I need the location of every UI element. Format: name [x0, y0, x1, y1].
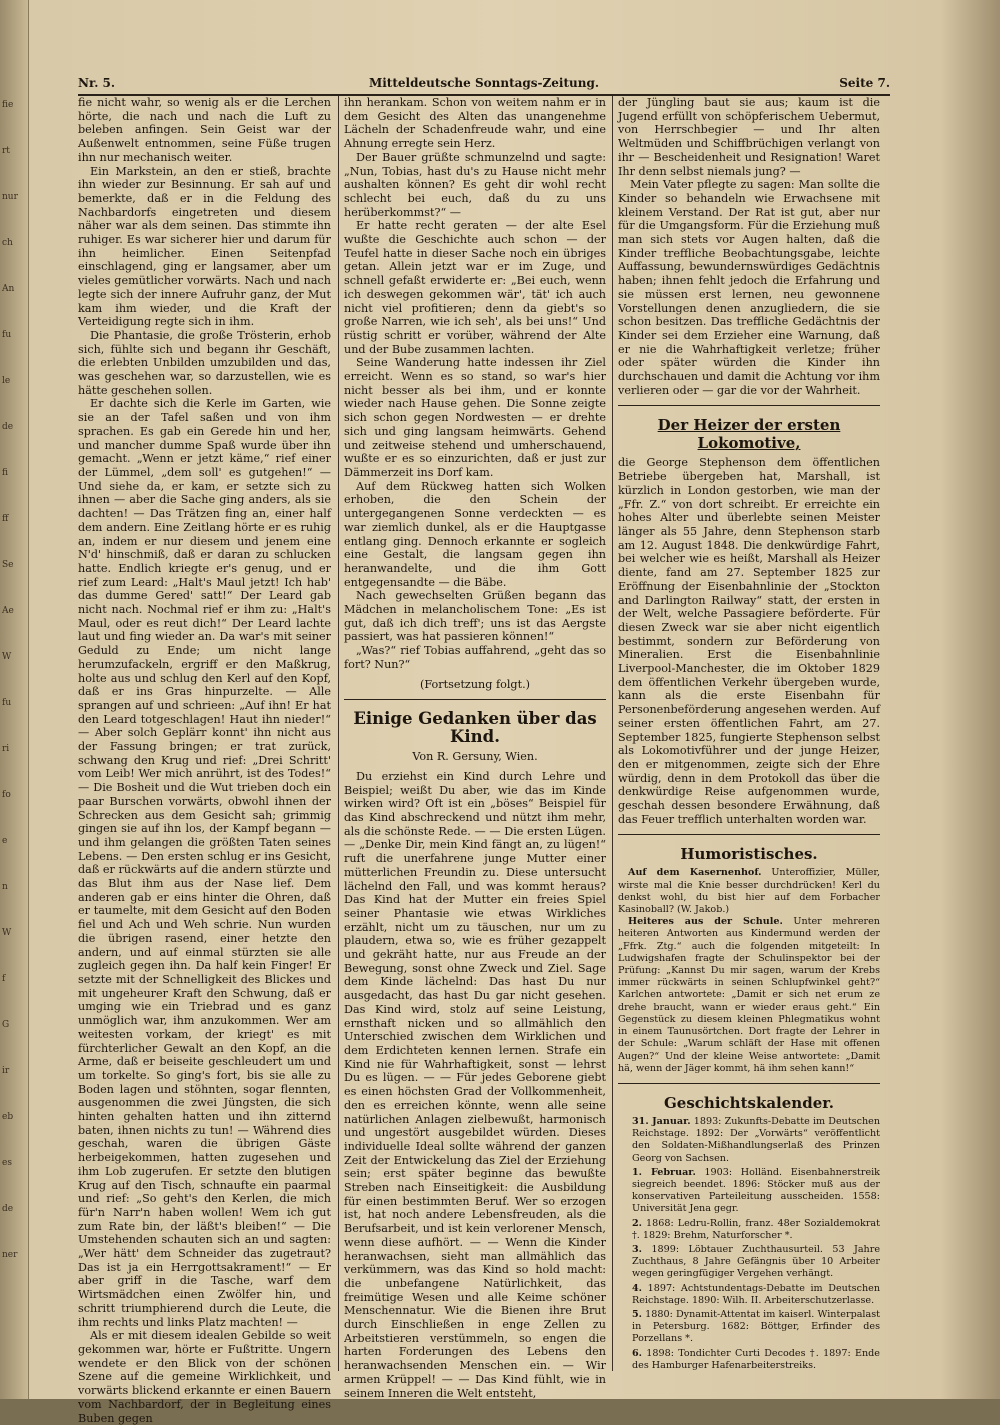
edge-text-fragment: es — [2, 1158, 12, 1168]
kalender-date: 4. — [632, 1282, 643, 1294]
article-title: Einige Gedanken über das Kind. — [353, 709, 597, 747]
newspaper-title: Mitteldeutsche Sonntags-Zeitung. — [368, 76, 600, 90]
kalender-entry — [618, 1309, 880, 1346]
edge-text-fragment: eb — [2, 1112, 14, 1122]
heizer-text: die George Stephenson dem öffentlichen Betriebe übergeben hat, Marshall, ist kürzlich in London gestorben, wie man der „Ffr. Z.“ von dort schreibt. Er erreichte ein hohes Alter und überlebte seinen Meister länger als 55 Jahre, denn Stephenson starb am 12. August 1848. Die denkwürdige Fahrt, bei welcher wie es heißt, Marshall als Heizer diente, fand am 27. September 1825 zur Eröffnung der Eisenbahnlinie der „Stockton and Darlington Railway“ statt, der ersten in der Welt, welche Passagiere beförderte. Für diesen Zweck war sie aber nicht eigentlich bestimmt, sondern zur Beförderung von Mineralien. Erst die Eisenbahnlinie Liverpool-Manchester, die im Oktober 1829 dem öffentlichen Verkehr übergeben wurde, kann als die erste Eisenbahn für Personenbeförderung angesehen werden. Auf seiner ersten öffentlichen Fahrt, am 27. September 1825, fungierte Stephenson selbst als Lokomotivführer und der junge Heizer, den er mitgenommen, zeigte sich der Ehre würdig, denn in dem Protokoll das über die denkwürdige Reise aufgenommen wurde, geschah dessen besondere Erwähnung, daß das Feuer trefflich unterhalten worden war. — [618, 456, 880, 826]
edge-text-fragment: W — [2, 652, 12, 662]
story-paragraph: Ein Markstein, an den er stieß, brachte ihn wieder zur Besinnung. Er sah auf und bemerkte, daß er in die Feldung des Nachbardorfs eingetreten und diesem näher war als dem seinen. Das stimmte ihn ruhiger. Es war sicherer hier und darum für ihn heimlicher. Einen Seitenpfad einschlagend, ging er langsamer, aber um vieles gemütlicher vorwärts. Nach und nach legte sich der innere Aufruhr ganz, der Mut kam ihm wieder, und die Kraft der Verteidigung regte sich in ihm. — [78, 164, 331, 329]
edge-text-fragment: ff — [2, 514, 9, 524]
humor-item-head: Heiteres aus der Schule. — [628, 916, 783, 928]
edge-text-fragment: fu — [2, 698, 12, 708]
section-divider — [344, 699, 606, 700]
edge-text-fragment: fie — [2, 100, 14, 110]
story-paragraph: fie nicht wahr, so wenig als er die Lerchen hörte, die nach und nach die Luft zu beleben anfingen. Sein Geist war der Außenwelt entnommen, seine Füße trugen ihn nur mechanisch weiter. — [78, 96, 331, 164]
kalender-text: 1880: Dynamit-Attentat im kaiserl. Winterpalast in Petersburg. 1682: Böttger, Erfinder des Porzellans *. — [632, 1308, 880, 1345]
kalender-date: 1. Februar. — [632, 1166, 696, 1178]
kalender-date: 2. — [632, 1217, 643, 1229]
kalender-entry — [618, 1116, 880, 1165]
edge-text-fragment: W — [2, 928, 12, 938]
edge-text-fragment: le — [2, 376, 11, 386]
article-paragraph: Mein Vater pflegte zu sagen: Man sollte die Kinder so behandeln wie Erwachsene mit kleinem Verstand. Der Rat ist gut, aber nur für die Umgangsform. Für die Erziehung muß man sich stets vor Augen halten, daß die Kinder treffliche Beobachtungsgabe, leichte Auffassung, bewundernswürdiges Gedächtnis haben; ihnen fehlt jedoch die Erfahrung und sie müssen erst lernen, neu gewonnene Vorstellungen denen anzugliedern, die sie schon besitzen. Das treffliche Gedächtnis der Kinder sei dem Erzieher eine Warnung, daß er nie die Wahrhaftigkeit verletze; früher oder später würden die Kinder ihn durchschauen und damit die Achtung vor ihm verlieren oder — gar die vor der Wahrheit. — [618, 178, 880, 397]
article-paragraph: der Jüngling baut sie aus; kaum ist die Jugend erfüllt von schöpferischem Uebermut, von Herrschbegier — und Ihr alten Weltmüden und Schiffbrüchigen verlangt von ihr — Bescheidenheit und Resignation! Waret Ihr denn selbst niemals jung? — — [618, 96, 880, 178]
column-2 — [344, 96, 606, 1400]
edge-text-fragment: fu — [2, 330, 12, 340]
story-paragraph: Der Bauer grüßte schmunzelnd und sagte: „Nun, Tobias, hast du's zu Hause nicht mehr aushalten können? Es geht dir wohl recht schlecht bei euch, daß du zu uns herüberkommst?“ — — [344, 150, 606, 219]
edge-text-fragment: An — [2, 284, 15, 294]
kalender-date: 3. — [632, 1243, 643, 1255]
story-paragraph: Seine Wanderung hatte indessen ihr Ziel erreicht. Wenn es so stand, so war's hier nicht besser als bei ihm, und er konnte wieder nach Hause gehen. Die Sonne zeigte sich schon gegen Nordwesten — er drehte sich und ging langsam heimwärts. Gehend und zeitweise stehend und umherschauend, wußte er es so einzurichten, daß er just zur Dämmerzeit ins Dorf kam. — [344, 356, 606, 479]
story-paragraph: Die Phantasie, die große Trösterin, erhob sich, fühlte sich und begann ihr Geschäft, die erlebten Unbilden umzubilden und das, was geschehen war, so darzustellen, wie es hätte geschehen sollen. — [78, 328, 331, 397]
kalender-entry — [618, 1348, 880, 1372]
kalender-text: 1899: Löbtauer Zuchthausurteil. 53 Jahre Zuchthaus, 8 Jahre Gefängnis über 10 Arbeiter wegen geringfügiger Vergehen verhängt. — [632, 1243, 880, 1280]
edge-text-fragment: n — [2, 882, 8, 892]
humor-title: Humoristisches. — [680, 845, 818, 864]
humor-item-head: Auf dem Kasernenhof. — [628, 867, 762, 879]
issue-number: Nr. 5. — [78, 76, 116, 90]
edge-text-fragment: f — [2, 974, 6, 984]
story-paragraph: Als er mit diesem idealen Gebilde so weit gekommen war, hörte er Fußtritte. Ungern wendete er den Blick von der schönen Szene auf die gemeine Wirklichkeit, und vorwärts blickend erkannte er einen Bauern vom Nachbardorf, der in Begleitung eines Buben gegen — [78, 1329, 331, 1425]
humor-item — [618, 867, 880, 916]
section-divider — [618, 834, 880, 835]
column-3 — [618, 96, 880, 1371]
edge-text-fragment: ner — [2, 1250, 18, 1260]
edge-text-fragment: ri — [2, 744, 10, 754]
kalender-entry — [618, 1244, 880, 1281]
edge-text-fragment: ch — [2, 238, 13, 248]
article-paragraph: Du erziehst ein Kind durch Lehre und Beispiel; weißt Du aber, wie das im Kinde wirken wird? Oft ist ein „böses“ Beispiel für das Kind abschreckend und nützt ihm mehr, als die schönste Rede. — — Die ersten Lügen. — „Denke Dir, mein Kind fängt an, zu lügen!“ ruft die unerfahrene junge Mutter einer mütterlichen Freundin zu. Diese untersucht lächelnd den Fall, und was kommt heraus? Das Kind hat der Mutter ein freies Spiel seiner Phantasie wie etwas Wirkliches erzählt, nicht um zu täuschen, nur um zu plaudern, etwa so, wie es früher gezappelt und gekräht hatte, nur aus Freude an der Bewegung, sonst ohne Zweck und Ziel. Sage dem Kinde lächelnd: Das hast Du nur ausgedacht, das hast Du gar nicht gesehen. Das Kind wird, stolz auf seine Leistung, ernsthaft nicken und so allmählich den Unterschied zwischen dem Wirklichen und dem Erdichteten kennen lernen. Strafe ein Kind nie für Wahrhaftigkeit, sonst — lehrst Du es lügen. — — Für jedes Geborene giebt es einen höchsten Grad der Vollkommenheit, den es erreichen könnte, wenn alle seine natürlichen Anlagen zielbewußt, harmonisch und ungestört ausgebildet würden. Dieses individuelle Ideal sollte während der ganzen Zeit der Entwickelung das Ziel der Erziehung sein; erst später beginne das bewußte Streben nach Einseitigkeit: die Ausbildung für einen bestimmten Beruf. Wer so erzogen ist, hat noch andere Lebensfreuden, als die Berufsarbeit, und ist kein verlorener Mensch, wenn diese aufhört. — — Wenn die Kinder heranwachsen, sieht man allmählich das verkümmern, was das Kind so hold macht: die unbefangene Natürlichkeit, das freimütige Wesen und alle Keime schöner Menschennatur. Wie die Bienen ihre Brut durch Einschließen in enge Zellen zu Arbeitstieren verstümmeln, so engen die harten Forderungen des Lebens den heranwachsenden Menschen ein. — Wir armen Krüppel! — — Das Kind fühlt, wie in seinem Inneren die Welt entsteht, — [344, 769, 606, 1400]
kalender-entry — [618, 1218, 880, 1242]
story-paragraph: Er dachte sich die Kerle im Garten, wie sie an der Tafel saßen und von ihm sprachen. Es gab ein Gerede hin und her, und mancher dumme Spaß wurde über ihn gemacht. „Wenn er jetzt käme,“ rief einer der Lümmel, „dem soll' es gutgehen!“ — Und siehe da, er kam, er setzte sich zu ihnen — aber die Sache ging anders, als sie dachten! — Das Trätzen fing an, einer half dem andern. Eine Zeitlang hörte er es ruhig an, indem er nur diesem und jenem eine N'd' hinschmiß, daß er daran zu schlucken hatte. Endlich kriegte er's genug, und er rief zum Leard: „Halt's Maul jetzt! Ich hab' das dumme Gered' satt!“ Der Leard gab nicht nach. Nochmal rief er ihm zu: „Halt's Maul, oder es reut dich!“ Der Leard lachte laut und fing wieder an. Da war's mit seiner Geduld zu Ende; um nicht lange herumzufackeln, ergriff er den Maßkrug, holte aus und schlug den Kerl auf den Kopf, daß er ins Gras hinpurzelte. — Alle sprangen auf und schrieen: „Auf ihn! Er hat den Leard totgeschlagen! Haut ihn nieder!“ — Aber solch Geplärr konnt' ihn nicht aus der Fassung bringen; er trat zurück, schwang den Krug und rief: „Drei Schritt' vom Leib! Wer mich anrührt, ist des Todes!“ — Die Bosheit und die Wut trieben doch ein paar Burschen vorwärts, obwohl ihnen der Schrecken aus dem Gesicht sah; grimmig gingen sie auf ihn los, der Kampf begann — und ihm gelangen die größten Taten seines Lebens. — Den ersten schlug er ins Gesicht, daß er rückwärts auf die andern stürzte und das Blut ihm aus der Nase lief. Dem anderen gab er eins hinter die Ohren, daß er taumelte, mit dem Gesicht auf den Boden fiel und Ach und Weh schrie. Nun wurden die übrigen rasend, einer hetzte den andern, und auf einmal stürzten sie alle zugleich gegen ihn. Da half kein Finger! Er setzte mit der Schnelligkeit des Blickes und mit ungeheurer Kraft den Schwung, daß er umging wie ein Triebrad und es ganz unmöglich war, ihm anzukommen. Wer am weitesten vorkam, der kriegt' es mit fürchterlicher Gewalt an den Kopf, an die Arme, daß er beiseite geschleudert um und um torkelte. So ging's fort, bis sie alle zu Boden lagen und stöhnten, sogar flennten, ausgenommen die zwei Jüngsten, die sich hinten gehalten hatten und ihn zitternd baten, ihnen nichts zu tun! — Während dies geschah, waren die übrigen Gäste herbeigekommen, hatten zugesehen und ihm Lob zugerufen. Er setzte den blutigen Krug auf den Tisch, schnaufte ein paarmal und rief: „So geht's den Kerlen, die mich für'n Narr'n haben wollen! Wem ich gut zum Rate bin, der läßt's bleiben!“ — Die Umstehenden schauten sich an und sagten: „Wer hätt' dem Schneider das zugetraut? Das ist ja ein Herrgottsakrament!“ — Er aber griff in die Tasche, warf dem Wirtsmädchen einen Zwölfer hin, und schritt triumphierend durch die Leute, die ihm rechts und links Platz machten! — — [78, 397, 331, 1329]
edge-text-fragment: fo — [2, 790, 11, 800]
kalender-text: 1898: Tondichter Curti Decodes †. 1897: Ende des Hamburger Hafenarbeiterstreiks. — [632, 1347, 880, 1371]
edge-text-fragment: G — [2, 1020, 10, 1030]
story-paragraph: „Was?“ rief Tobias auffahrend, „geht das so fort? Nun?“ — [344, 644, 606, 671]
kalender-section — [618, 1116, 880, 1372]
kalender-date: 5. — [632, 1308, 643, 1320]
kalender-title: Geschichtskalender. — [664, 1093, 834, 1112]
kalender-date: 31. Januar. — [632, 1115, 691, 1127]
kalender-date: 6. — [632, 1347, 643, 1359]
continuation-note: (Fortsetzung folgt.) — [419, 677, 530, 691]
edge-text-fragment: ir — [2, 1066, 10, 1076]
humor-item — [618, 916, 880, 1075]
section-divider — [618, 1083, 880, 1084]
column-rule — [338, 96, 339, 1371]
edge-text-fragment: rt — [2, 146, 10, 156]
story-paragraph: Auf dem Rückweg hatten sich Wolken erhoben, die den Schein der untergegangenen Sonne verdeckten — es war ziemlich dunkel, als er die Hauptgasse entlang ging. Dennoch erkannte er sogleich eine Gestalt, die langsam gegen ihn heranwandelte, und die ihm Gott entgegensandte — die Bäbe. — [344, 479, 606, 589]
kalender-entry — [618, 1167, 880, 1216]
humor-section — [618, 867, 880, 1074]
story-paragraph: ihn herankam. Schon von weitem nahm er in dem Gesicht des Alten das unangenehme Lächeln der Schadenfreude wahr, und eine Ahnung erregte sein Herz. — [344, 96, 606, 151]
edge-text-fragment: Se — [2, 560, 14, 570]
adjacent-page-edge — [0, 0, 29, 1399]
kalender-text: 1893: Zukunfts-Debatte im Deutschen Reichstage. 1892: Der „Vorwärts“ veröffentlicht den Soldaten-Mißhandlungserlaß des Prinzen Georg von Sachsen. — [632, 1115, 881, 1164]
kalender-entry — [618, 1283, 880, 1307]
edge-text-fragment: e — [2, 836, 8, 846]
edge-text-fragment: de — [2, 422, 14, 432]
kalender-text: 1868: Ledru-Rollin, franz. 48er Sozialdemokrat †. 1829: Brehm, Naturforscher *. — [632, 1217, 880, 1241]
page-header — [78, 74, 890, 96]
edge-text-fragment: de — [2, 1204, 14, 1214]
heizer-title: Der Heizer der ersten Lokomotive, — [657, 416, 841, 453]
kalender-text: 1897: Achtstundentags-Debatte im Deutschen Reichstage. 1890: Wilh. II. Arbeiterschutzerlasse. — [632, 1282, 880, 1306]
story-paragraph: Nach gewechselten Grüßen begann das Mädchen in melancholischem Tone: „Es ist gut, daß ich dich treff'; uns ist das Aergste passiert, was hat passieren können!“ — [344, 589, 606, 644]
edge-text-fragment: nur — [2, 192, 18, 202]
humor-item-text: Unter mehreren heiteren Antworten aus Kindermund werden der „Ffrk. Ztg.“ auch die folgenden mitgeteilt: In Ludwigshafen fragte der Schulinspektor bei der Prüfung: „Kannst Du mir sagen, warum der Krebs immer rückwärts in seinen Schlupfwinkel geht?“ Karlchen antwortete: „Damit er sich net erum ze drehe braucht, wann er wieder eraus geht.“ Ein Gegenstück zu diesem kleinen Phlegmatikus wohnt in einem Taunusörtchen. Dort fragte der Lehrer in der Schule: „Warum schläft der Hase mit offenen Augen?“ Und der kleine Weise antwortete: „Damit hä, wenn der Jäger kommt, hä ihm sehen kann!“ — [618, 916, 880, 1074]
edge-text-fragment: Ae — [2, 606, 14, 616]
column-rule — [612, 96, 613, 1371]
humor-item-text: Unteroffizier, Müller, wirste mal die Knie besser durchdrücken! Kerl du denkst wohl, du bist hier auf dem Forbacher Kasinoball? (W. Jakob.) — [618, 867, 881, 916]
story-paragraph: Er hatte recht geraten — der alte Esel wußte die Geschichte auch schon — der Teufel hatte in dieser Sache noch ein übriges getan. Allein jetzt war er im Zuge, und schnell gefaßt erwiderte er: „Bei euch, wenn ich deswegen gekommen wär', tät' ich auch nicht viel profitieren; denn da giebt's so große Narren, wie ich seh', als bei uns!“ Und rüstig schritt er vorüber, während der Alte und der Bube zusammen lachten. — [344, 219, 606, 356]
kalender-text: 1903: Holländ. Eisenbahnerstreik siegreich beendet. 1896: Stöcker muß aus der konservativen Parteileitung ausscheiden. 1558: Universität Jena gegr. — [632, 1166, 880, 1215]
column-1 — [78, 96, 331, 1425]
section-divider — [618, 405, 880, 406]
edge-text-fragment: fi — [2, 468, 9, 478]
page-number: Seite 7. — [839, 76, 890, 90]
article-author: Von R. Gersuny, Wien. — [412, 750, 538, 764]
